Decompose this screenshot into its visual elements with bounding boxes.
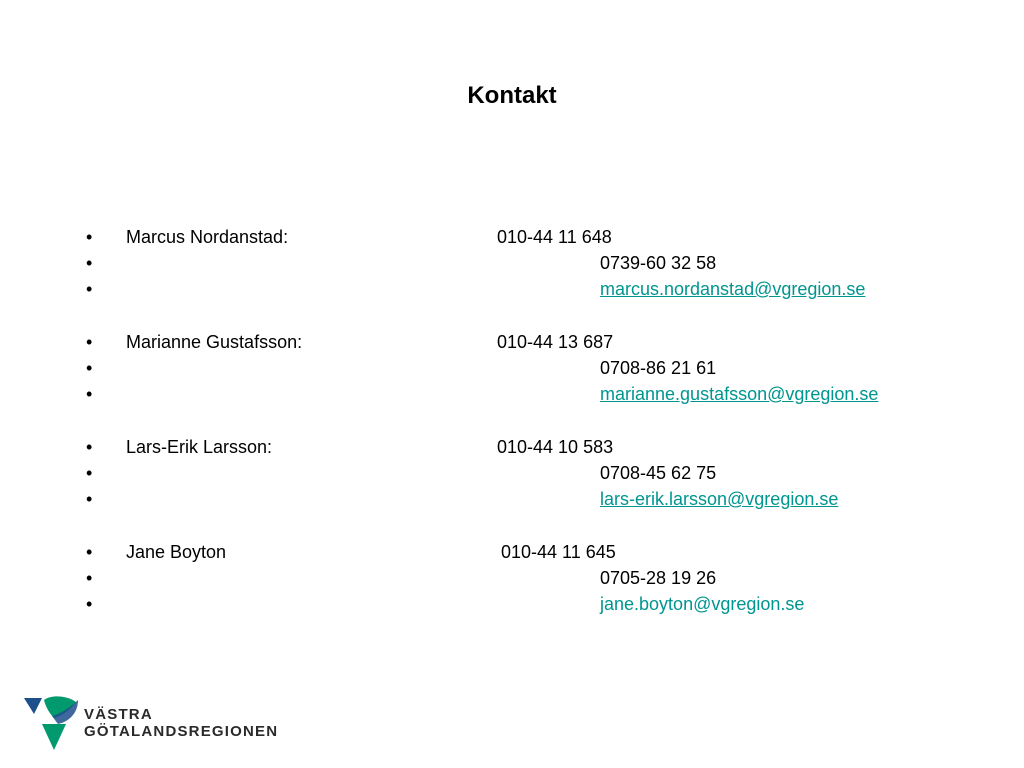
contact-email-row: [0, 276, 1024, 302]
contact-name: Jane Boyton: [126, 542, 227, 562]
bullet: •: [86, 489, 93, 509]
contact-name: Lars-Erik Larsson:: [126, 437, 273, 457]
contact-email-row: [0, 591, 1024, 617]
contact-phone-office: 010-44 10 583: [497, 437, 614, 457]
contact-email-row: [0, 381, 1024, 407]
bullet: •: [86, 279, 93, 299]
contact-mobile-row: [0, 565, 1024, 591]
contact-name-row: [0, 224, 1024, 250]
contact-phone-office: 010-44 11 645: [501, 542, 616, 562]
contact-name-row: [0, 434, 1024, 460]
contact-name: Marianne Gustafsson:: [126, 332, 303, 352]
contact-name: Marcus Nordanstad:: [126, 227, 289, 247]
contact-phone-mobile: 0708-45 62 75: [600, 463, 717, 483]
contact-mobile-row: [0, 355, 1024, 381]
bullet: •: [86, 384, 93, 404]
bullet: •: [86, 332, 93, 352]
bullet: •: [86, 227, 93, 247]
contact-phone-mobile: 0739-60 32 58: [600, 253, 717, 273]
contact-mobile-row: [0, 250, 1024, 276]
contact-email-link[interactable]: marcus.nordanstad@vgregion.se: [600, 279, 866, 299]
page-title: Kontakt: [467, 82, 557, 109]
contact-email-row: [0, 486, 1024, 512]
contact-email-link[interactable]: lars-erik.larsson@vgregion.se: [600, 489, 839, 509]
logo-wordmark: [84, 706, 278, 740]
logo-line-1: VÄSTRA: [84, 706, 153, 723]
contact-mobile-row: [0, 460, 1024, 486]
bullet: •: [86, 542, 93, 562]
bullet: •: [86, 437, 93, 457]
bullet: •: [86, 358, 93, 378]
bullet: •: [86, 463, 93, 483]
contact-phone-office: 010-44 11 648: [497, 227, 612, 247]
contact-phone-office: 010-44 13 687: [497, 332, 614, 352]
contact-email-link[interactable]: marianne.gustafsson@vgregion.se: [600, 384, 879, 404]
contact-email-link[interactable]: jane.boyton@vgregion.se: [600, 594, 805, 614]
bullet: •: [86, 253, 93, 273]
contact-name-row: [0, 329, 1024, 355]
contact-phone-mobile: 0708-86 21 61: [600, 358, 717, 378]
vgr-heart-logo-icon: [22, 694, 82, 754]
contact-name-row: [0, 539, 1024, 565]
logo-line-2: GÖTALANDSREGIONEN: [84, 723, 279, 740]
vgr-logo: [22, 694, 292, 754]
bullet: •: [86, 594, 93, 614]
bullet: •: [86, 568, 93, 588]
contact-phone-mobile: 0705-28 19 26: [600, 568, 717, 588]
